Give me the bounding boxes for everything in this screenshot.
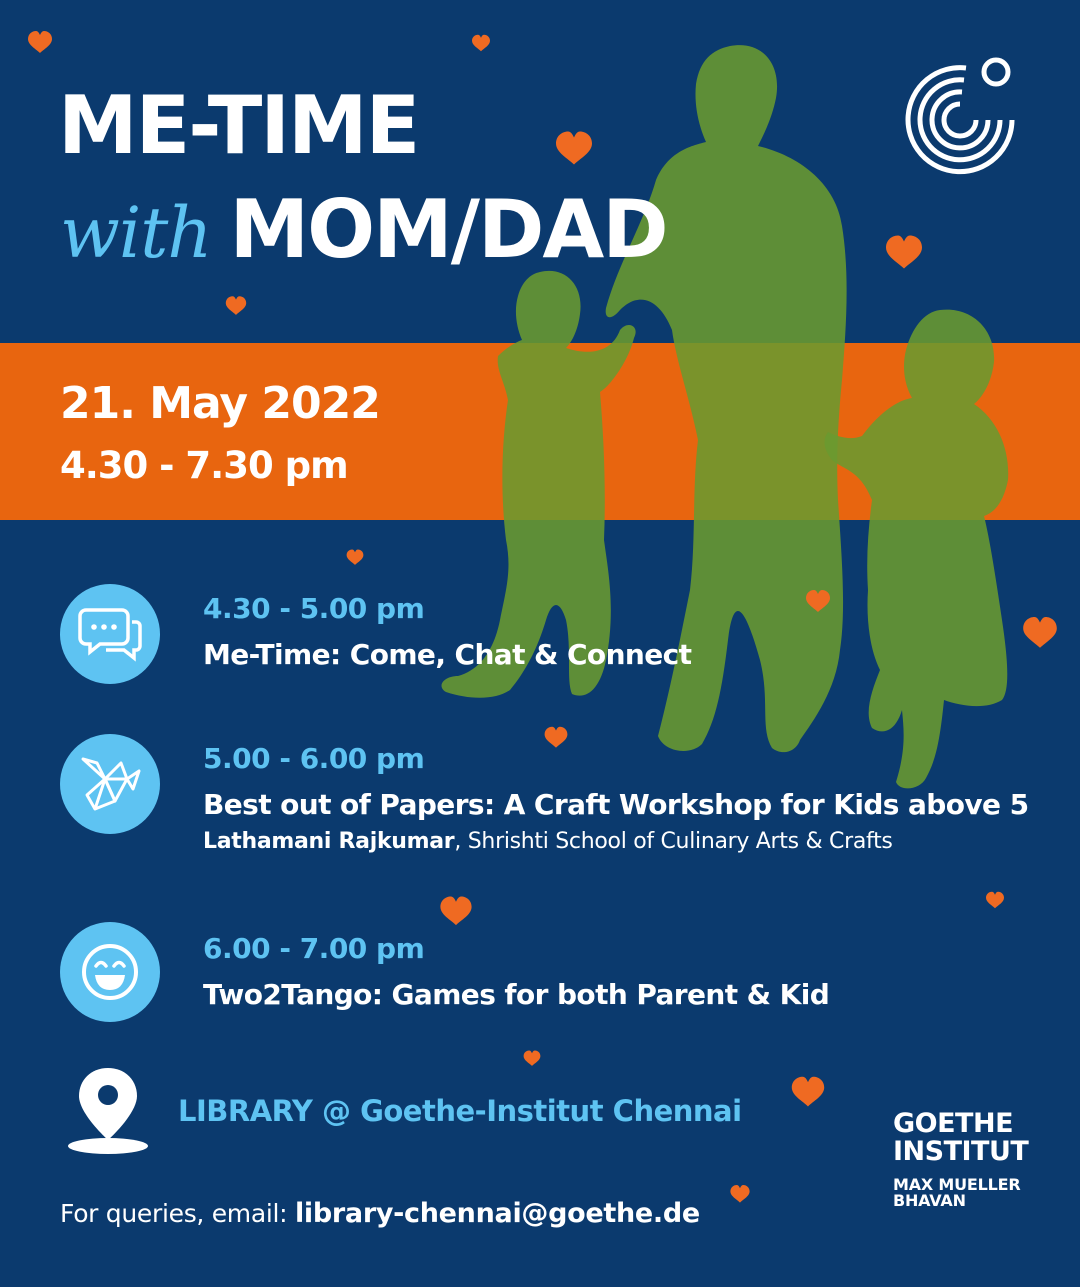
origami-crane-icon bbox=[60, 734, 160, 834]
speaker-name: Lathamani Rajkumar bbox=[203, 829, 455, 854]
institute-sub1: MAX MUELLER bbox=[893, 1174, 1021, 1194]
queries-line bbox=[60, 1198, 700, 1229]
schedule-speaker bbox=[203, 829, 1028, 854]
schedule-time: 4.30 - 5.00 pm bbox=[203, 592, 425, 625]
institute-sub2: BHAVAN bbox=[893, 1191, 966, 1211]
schedule-item-chat bbox=[203, 592, 691, 671]
title-with: with bbox=[60, 192, 212, 274]
smiley-face-icon bbox=[60, 922, 160, 1022]
schedule-title: Best out of Papers: A Craft Workshop for Kids above 5 bbox=[203, 788, 1029, 821]
institute-line2: INSTITUT bbox=[893, 1136, 1029, 1168]
title-me-time: ME-TIME bbox=[58, 79, 419, 172]
event-time-range: 4.30 - 7.30 pm bbox=[60, 444, 348, 487]
event-date: 21. May 2022 bbox=[60, 378, 380, 429]
schedule-item-craft bbox=[203, 742, 1028, 854]
schedule-item-games bbox=[203, 932, 829, 1011]
schedule-title: Me-Time: Come, Chat & Connect bbox=[203, 638, 692, 671]
institute-name-block bbox=[893, 1110, 1028, 1210]
chat-bubbles-icon bbox=[60, 584, 160, 684]
institute-line1: GOETHE bbox=[893, 1108, 1014, 1139]
location-pin-icon bbox=[62, 1062, 154, 1158]
schedule-time: 6.00 - 7.00 pm bbox=[203, 932, 425, 965]
contact-email: library-chennai@goethe.de bbox=[294, 1198, 700, 1229]
title-mom-dad: MOM/DAD bbox=[229, 183, 667, 276]
schedule-title: Two2Tango: Games for both Parent & Kid bbox=[203, 978, 830, 1011]
goethe-institut-logo-icon bbox=[892, 52, 1024, 178]
speaker-organisation: , Shrishti School of Culinary Arts & Crafts bbox=[454, 829, 893, 854]
queries-prefix: For queries, email: bbox=[60, 1199, 295, 1228]
schedule-time: 5.00 - 6.00 pm bbox=[203, 742, 425, 775]
venue-label: LIBRARY @ Goethe-Institut Chennai bbox=[178, 1094, 742, 1128]
title-line-two bbox=[60, 183, 667, 276]
